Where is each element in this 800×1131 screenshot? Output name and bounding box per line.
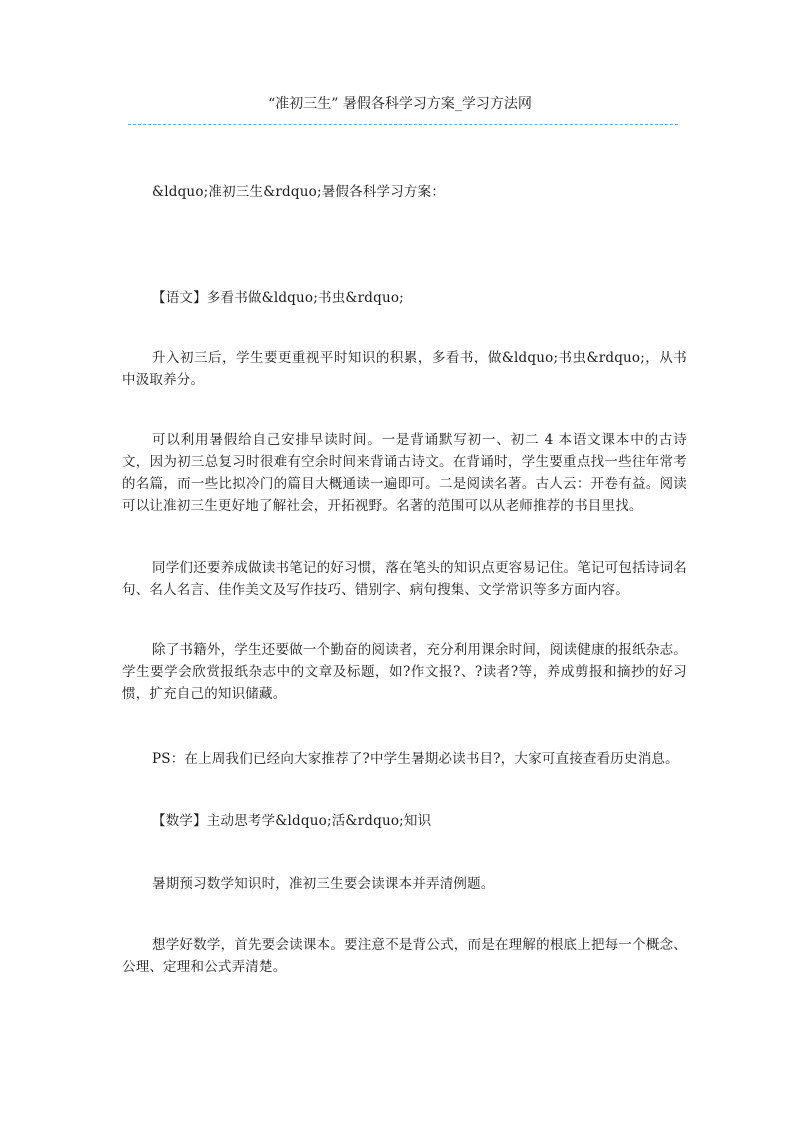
intro-line: &ldquo;准初三生&rdquo;暑假各科学习方案： xyxy=(152,184,446,200)
paragraph: 升入初三后，学生要更重视平时知识的积累，多看书，做&ldquo;书虫&rdquo;，从书中汲取养分。 xyxy=(122,350,687,388)
section-heading-chinese: 【语文】多看书做&ldquo;书虫&rdquo; xyxy=(152,290,404,306)
paragraph: 想学好数学，首先要会读课本。要注意不是背公式，而是在理解的根底上把每一个概念、公理、定理和公式弄清楚。 xyxy=(122,937,687,975)
paragraph: 暑期预习数学知识时，准初三生要会读课本并弄清例题。 xyxy=(152,876,495,892)
paragraph: 同学们还要养成做读书笔记的好习惯，落在笔头的知识点更容易记住。笔记可包括诗词名句、名人名言、佳作美文及写作技巧、错别字、病句搜集、文学常识等多方面内容。 xyxy=(122,560,687,598)
paragraph: 除了书籍外，学生还要做一个勤奋的阅读者，充分利用课余时间，阅读健康的报纸杂志。学生要学会欣赏报纸杂志中的文章及标题，如?作文报?、?读者?等，养成剪报和摘抄的好习惯，扩充自己的知识储藏。 xyxy=(122,642,687,702)
title-divider xyxy=(128,124,678,125)
section-heading-math: 【数学】主动思考学&ldquo;活&rdquo;知识 xyxy=(152,813,432,829)
ps-note: PS：在上周我们已经向大家推荐了?中学生暑期必读书目?，大家可直接查看历史消息。 xyxy=(152,751,679,767)
document-title: “准初三生” 暑假各科学习方案_学习方法网 xyxy=(268,96,532,112)
paragraph: 可以利用暑假给自己安排早读时间。一是背诵默写初一、初二 4 本语文课本中的古诗文，因为初三总复习时很难有空余时间来背诵古诗文。在背诵时，学生要重点找一些往年常考的名篇，而一些比拟冷门的篇目大概通读一遍即可。二是阅读名著。古人云：开卷有益。阅读可以让准初三生更好地了解社会，开拓视野。名著的范围可以从老师推荐的书目里找。 xyxy=(122,432,687,514)
